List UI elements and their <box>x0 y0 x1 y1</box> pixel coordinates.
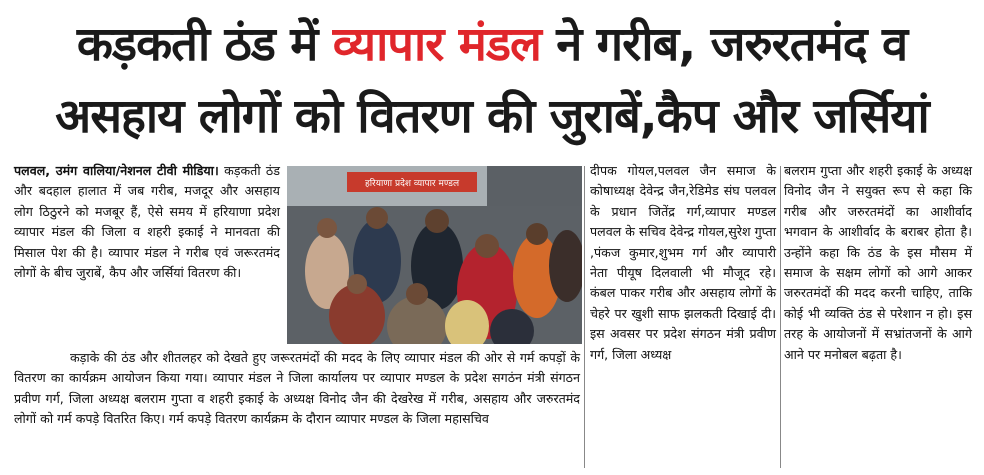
article-wide-block <box>14 348 580 430</box>
column-3-text: दीपक गोयल,पलवल जैन समाज के कोषाध्यक्ष देवेन्द्र जैन,रेडिमेड संघ पलवल के प्रधान जितेंद्र गर्ग,व्यापार मण्डल पलवल के सचिव देवेन्द्र गोयल,सुरेश गुप्ता ,पंकज कुमार,शुभम गर्ग और व्यापारी नेता पीयूष दिलवाली भी मौजूद रहे। कंबल पाकर गरीब और असहाय लोगों के चेहरे पर खुशी साफ झलकती दिखाई दी। इस अवसर पर प्रदेश संगठन मंत्री प्रवीण गर्ग, जिला अध्यक्ष <box>590 163 776 362</box>
byline: पलवल, उमंग वालिया/नेशनल टीवी मीडिया। <box>14 163 219 178</box>
lead-text: कड़कती ठंड और बदहाल हालात में जब गरीब, मजदूर और असहाय लोग ठिठुरने को मजबूर हैं, ऐसे समय में हरियाणा प्रदेश व्यापार मंडल की जिला व शहरी इकाई ने मानवता की मिसाल पेश की है। व्यापार मंडल ने गरीब एवं जरूरतमंद लोगों के बीच जुराबें, कैप और जर्सियां वितरण की। <box>14 163 280 281</box>
column-divider <box>780 166 781 468</box>
lead-paragraph <box>14 161 280 283</box>
headline <box>0 0 984 160</box>
headline-line-1-start: कड़कती ठंड में <box>76 17 333 72</box>
column-4-text: बलराम गुप्ता और शहरी इकाई के अध्यक्ष विनोद जैन ने सयुक्त रूप से कहा कि गरीब और जरुरतमंदों का आशीर्वाद भगवान के आशीर्वाद के बराबर होता है। उन्होंने कहा कि ठंड के इस मौसम में समाज के सक्षम लोगों को आगे आकर जरुरतमंदों की मदद करनी चाहिए, ताकि कोई भी व्यक्ति ठंड से परेशान न हो। इस तरह के आयोजनों में सभ्रांतजनों के आगे आने पर मनोबल बढ़ता है। <box>784 163 972 362</box>
headline-line-2: असहाय लोगों को वितरण की जुराबें,कैप और जर्सियां <box>55 89 929 144</box>
article-column-1 <box>14 161 280 283</box>
news-photo <box>287 166 582 344</box>
article-column-3 <box>590 161 776 365</box>
photo-banner-text: हरियाणा प्रदेश व्यापार मण्डल <box>364 179 460 189</box>
article-column-4 <box>784 161 972 365</box>
headline-line-1-end: ने गरीब, जरुरतमंद व <box>540 17 908 72</box>
body-paragraph: कड़ाके की ठंड और शीतलहर को देखते हुए जरूरतमंदों की मदद के लिए व्यापार मंडल की ओर से गर्म कपड़ों के वितरण का कार्यक्रम आयोजन किया गया। व्यापार मंडल ने जिला कार्यालय पर व्यापार मण्डल के प्रदेश सगठंन मंत्री संगठन प्रवीण गर्ग, जिला अध्यक्ष बलराम गुप्ता व शहरी इकाई के अध्यक्ष विनोद जैन की देखरेख में गरीब, असहाय और जरुरतमंद लोगों को गर्म कपड़े वितरित किए। गर्म कपड़े वितरण कार्यक्रम के दौरान व्यापार मण्डल के जिला महासचिव <box>14 350 580 427</box>
distribution-photo <box>287 166 582 344</box>
column-divider <box>584 166 585 468</box>
headline-line-1 <box>0 14 984 76</box>
headline-accent: व्यापार मंडल <box>332 17 541 72</box>
